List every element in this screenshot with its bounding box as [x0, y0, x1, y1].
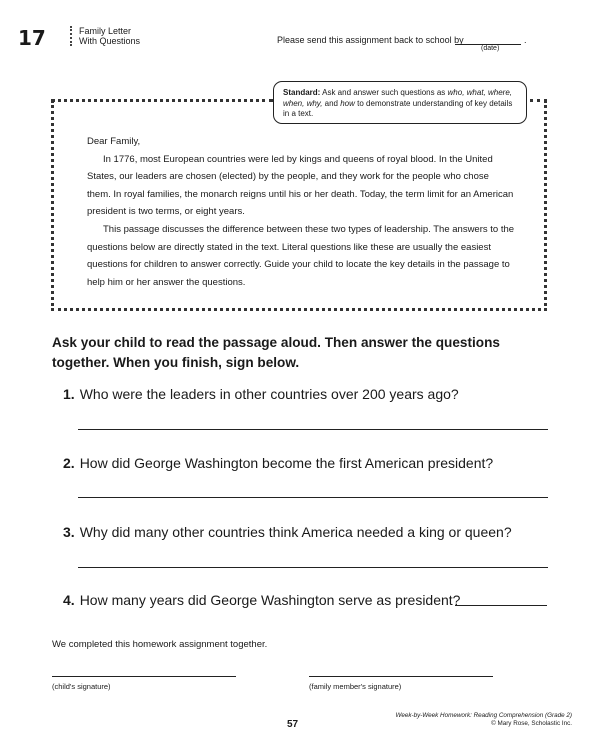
date-period: . [524, 35, 527, 45]
standard-label: Standard: [283, 88, 321, 97]
question-2-text: How did George Washington become the first American president? [79, 455, 494, 471]
instructions: Ask your child to read the passage aloud. Then answer the questions together. When you finish, sign below. [52, 335, 500, 370]
question-1 [63, 386, 459, 402]
letter-paragraph-2: This passage discusses the difference between these two types of leadership. The answers to the questions below are directly stated in the text. Literal questions like these are usually the easiest questions for children to answer correctly. Guide your child to locate the key details in the passage to help him or her answer the questions. [87, 223, 515, 288]
answer-line-2[interactable] [78, 497, 548, 498]
letter-paragraph-1: In 1776, most European countries were led by kings and queens of royal blood. In the United States, our leaders are chosen (elected) by the people, and they work for the people who chose them. In royal families, the monarch reigns until his or her death. Today, the term limit for an American president is two terms, or eight years. [87, 153, 514, 218]
credit [372, 712, 572, 727]
standard-question-words: who, what, where, when, why, [283, 88, 513, 108]
lesson-number: 17 [18, 26, 46, 50]
standard-text-2: and [322, 98, 341, 108]
question-2-number: 2. [63, 455, 75, 471]
answer-line-3[interactable] [78, 567, 548, 568]
answer-line-4[interactable] [455, 605, 547, 606]
child-signature-line[interactable] [52, 676, 236, 677]
question-4-text: How many years did George Washington serve as president? [79, 592, 461, 608]
lesson-divider [70, 26, 72, 46]
credit-line-2: © Mary Rose, Scholastic Inc. [491, 719, 572, 727]
question-3 [63, 524, 512, 540]
family-letter [87, 133, 515, 291]
child-signature-label: (child's signature) [52, 682, 111, 691]
lesson-label-line2: With Questions [79, 36, 141, 46]
question-1-number: 1. [63, 386, 75, 402]
family-signature-line[interactable] [309, 676, 493, 677]
completion-text: We completed this homework assignment together. [52, 639, 268, 650]
lesson-label-line1: Family Letter [79, 26, 132, 36]
standard-box [273, 81, 527, 124]
question-1-text: Who were the leaders in other countries over 200 years ago? [79, 386, 459, 402]
answer-line-1[interactable] [78, 429, 548, 430]
family-signature-label: (family member's signature) [309, 682, 402, 691]
question-3-text: Why did many other countries think America needed a king or queen? [79, 524, 512, 540]
standard-text-3: to demonstrate understanding of key details in a text. [283, 98, 513, 118]
question-4-number: 4. [63, 592, 75, 608]
letter-greeting: Dear Family, [87, 136, 141, 147]
standard-text-1: Ask and answer such questions as [320, 88, 448, 97]
standard-how: how [340, 98, 355, 108]
date-label: (date) [481, 45, 500, 52]
page-number: 57 [287, 719, 299, 730]
question-4 [63, 592, 460, 608]
question-3-number: 3. [63, 524, 75, 540]
send-back-text: Please send this assignment back to school by [277, 35, 464, 45]
question-2 [63, 455, 493, 471]
credit-line-1: Week-by-Week Homework: Reading Comprehension (Grade 2) [395, 712, 572, 719]
